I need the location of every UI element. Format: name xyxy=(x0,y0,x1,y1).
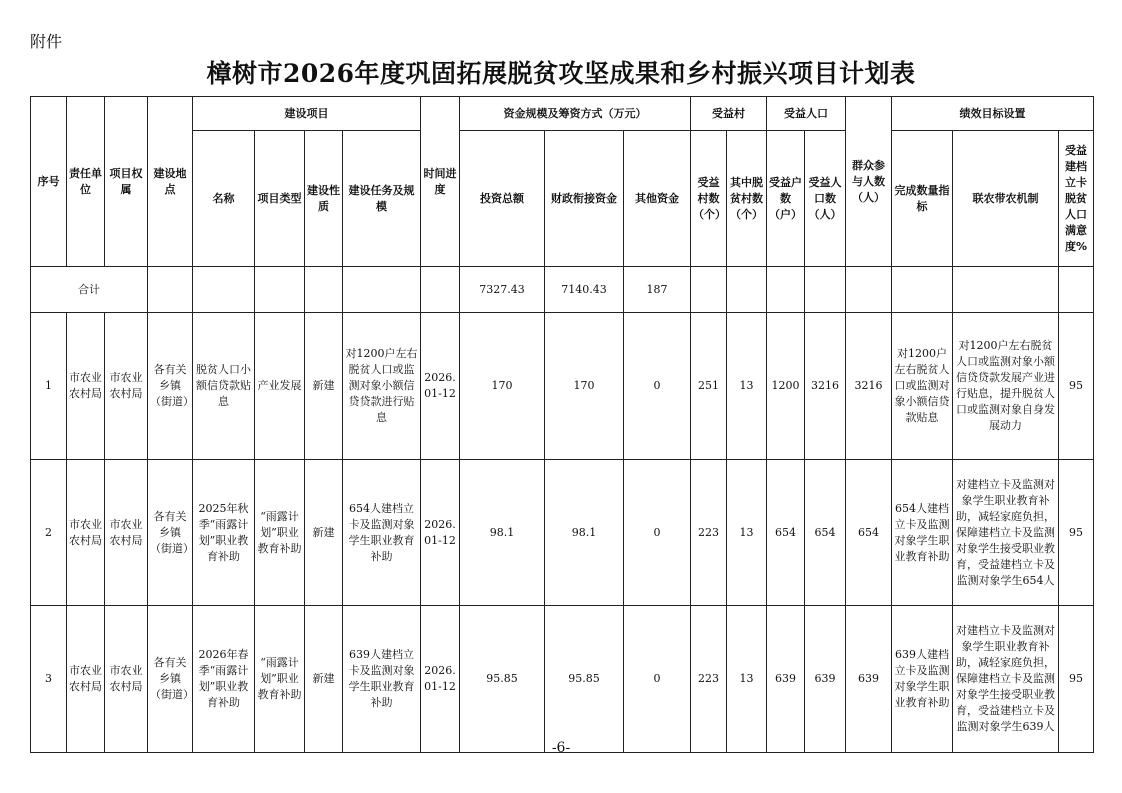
cell-satisfaction: 95 xyxy=(1059,606,1094,753)
cell-name: 2025年秋季“雨露计划”职业教育补助 xyxy=(193,460,255,606)
cell-resp-unit: 市农业农村局 xyxy=(67,606,105,753)
cell-seq: 3 xyxy=(31,606,67,753)
header-villages: 受益村数（个） xyxy=(691,131,727,267)
cell-satisfaction: 95 xyxy=(1059,460,1094,606)
cell-completion: 654人建档立卡及监测对象学生职业教育补助 xyxy=(892,460,953,606)
header-households: 受益户数（户） xyxy=(767,131,805,267)
cell-other: 0 xyxy=(624,313,691,460)
cell-other: 0 xyxy=(624,460,691,606)
header-completion: 完成数量指标 xyxy=(892,131,953,267)
header-participants: 群众参与人数（人） xyxy=(846,97,892,267)
cell-participants: 639 xyxy=(846,606,892,753)
cell-villages: 251 xyxy=(691,313,727,460)
header-people: 受益人口数（人） xyxy=(805,131,846,267)
header-villages-group: 受益村 xyxy=(691,97,767,131)
cell-households: 639 xyxy=(767,606,805,753)
table-row xyxy=(31,606,1094,753)
header-poor-villages: 其中脱贫村数（个） xyxy=(727,131,767,267)
cell-mechanism: 对1200户左右脱贫人口或监测对象小额信贷贷款发展产业进行贴息，提升脱贫人口或监测对象自身发展动力 xyxy=(953,313,1059,460)
cell-completion: 639人建档立卡及监测对象学生职业教育补助 xyxy=(892,606,953,753)
cell-poor-villages: 13 xyxy=(727,606,767,753)
cell-nature: 新建 xyxy=(305,460,343,606)
cell-completion: 对1200户左右脱贫人口或监测对象小额信贷款贴息 xyxy=(892,313,953,460)
cell-timeline: 2026.01-12 xyxy=(421,606,460,753)
cell-ownership: 市农业农村局 xyxy=(105,313,148,460)
table-row xyxy=(31,460,1094,606)
header-ownership: 项目权属 xyxy=(105,97,148,267)
cell-people: 654 xyxy=(805,460,846,606)
header-performance-group: 绩效目标设置 xyxy=(892,97,1094,131)
header-resp-unit: 责任单位 xyxy=(67,97,105,267)
cell-fiscal: 170 xyxy=(545,313,624,460)
header-timeline: 时间进度 xyxy=(421,97,460,267)
cell-task: 654人建档立卡及监测对象学生职业教育补助 xyxy=(343,460,421,606)
cell-households: 1200 xyxy=(767,313,805,460)
cell-people: 639 xyxy=(805,606,846,753)
cell-total: 95.85 xyxy=(460,606,545,753)
cell-location: 各有关乡镇（街道） xyxy=(148,460,193,606)
cell-villages: 223 xyxy=(691,606,727,753)
totals-row xyxy=(31,267,1094,313)
cell-resp-unit: 市农业农村局 xyxy=(67,460,105,606)
page-title: 樟树市2026年度巩固拓展脱贫攻坚成果和乡村振兴项目计划表 xyxy=(206,59,916,88)
cell-timeline: 2026.01-12 xyxy=(421,313,460,460)
cell-task: 639人建档立卡及监测对象学生职业教育补助 xyxy=(343,606,421,753)
cell-mechanism: 对建档立卡及监测对象学生职业教育补助，减轻家庭负担，保障建档立卡及监测对象学生接受职业教育，受益建档立卡及监测对象学生654人 xyxy=(953,460,1059,606)
header-nature: 建设性质 xyxy=(305,131,343,267)
cell-resp-unit: 市农业农村局 xyxy=(67,313,105,460)
cell-type: 产业发展 xyxy=(255,313,305,460)
cell-other: 0 xyxy=(624,606,691,753)
cell-name: 2026年春季“雨露计划”职业教育补助 xyxy=(193,606,255,753)
header-location: 建设地点 xyxy=(148,97,193,267)
header-fiscal: 财政衔接资金 xyxy=(545,131,624,267)
cell-people: 3216 xyxy=(805,313,846,460)
cell-task: 对1200户左右脱贫人口或监测对象小额信贷贷款进行贴息 xyxy=(343,313,421,460)
cell-satisfaction: 95 xyxy=(1059,313,1094,460)
cell-fiscal: 95.85 xyxy=(545,606,624,753)
header-other: 其他资金 xyxy=(624,131,691,267)
header-task: 建设任务及规模 xyxy=(343,131,421,267)
cell-households: 654 xyxy=(767,460,805,606)
header-type: 项目类型 xyxy=(255,131,305,267)
header-total: 投资总额 xyxy=(460,131,545,267)
totals-label: 合计 xyxy=(31,267,148,313)
cell-name: 脱贫人口小额信贷款贴息 xyxy=(193,313,255,460)
header-satisfaction: 受益建档立卡脱贫人口满意度% xyxy=(1059,131,1094,267)
cell-timeline: 2026.01-12 xyxy=(421,460,460,606)
header-funding-group: 资金规模及筹资方式（万元） xyxy=(460,97,691,131)
cell-villages: 223 xyxy=(691,460,727,606)
totals-other: 187 xyxy=(624,267,691,313)
cell-poor-villages: 13 xyxy=(727,460,767,606)
table-row xyxy=(31,313,1094,460)
cell-total: 98.1 xyxy=(460,460,545,606)
header-name: 名称 xyxy=(193,131,255,267)
cell-participants: 3216 xyxy=(846,313,892,460)
cell-total: 170 xyxy=(460,313,545,460)
header-seq: 序号 xyxy=(31,97,67,267)
totals-fiscal: 7140.43 xyxy=(545,267,624,313)
cell-type: “雨露计划”职业教育补助 xyxy=(255,460,305,606)
cell-ownership: 市农业农村局 xyxy=(105,460,148,606)
header-mechanism: 联农带农机制 xyxy=(953,131,1059,267)
cell-type: “雨露计划”职业教育补助 xyxy=(255,606,305,753)
cell-ownership: 市农业农村局 xyxy=(105,606,148,753)
cell-mechanism: 对建档立卡及监测对象学生职业教育补助，减轻家庭负担，保障建档立卡及监测对象学生接受职业教育，受益建档立卡及监测对象学生639人 xyxy=(953,606,1059,753)
cell-nature: 新建 xyxy=(305,606,343,753)
cell-nature: 新建 xyxy=(305,313,343,460)
header-population-group: 受益人口 xyxy=(767,97,846,131)
cell-seq: 1 xyxy=(31,313,67,460)
page-number: -6- xyxy=(551,740,571,756)
attachment-label: 附件 xyxy=(30,32,63,51)
cell-location: 各有关乡镇（街道） xyxy=(148,606,193,753)
cell-participants: 654 xyxy=(846,460,892,606)
cell-seq: 2 xyxy=(31,460,67,606)
project-plan-table xyxy=(30,96,1094,753)
cell-location: 各有关乡镇（街道） xyxy=(148,313,193,460)
header-construction-group: 建设项目 xyxy=(193,97,421,131)
totals-total: 7327.43 xyxy=(460,267,545,313)
cell-poor-villages: 13 xyxy=(727,313,767,460)
cell-fiscal: 98.1 xyxy=(545,460,624,606)
